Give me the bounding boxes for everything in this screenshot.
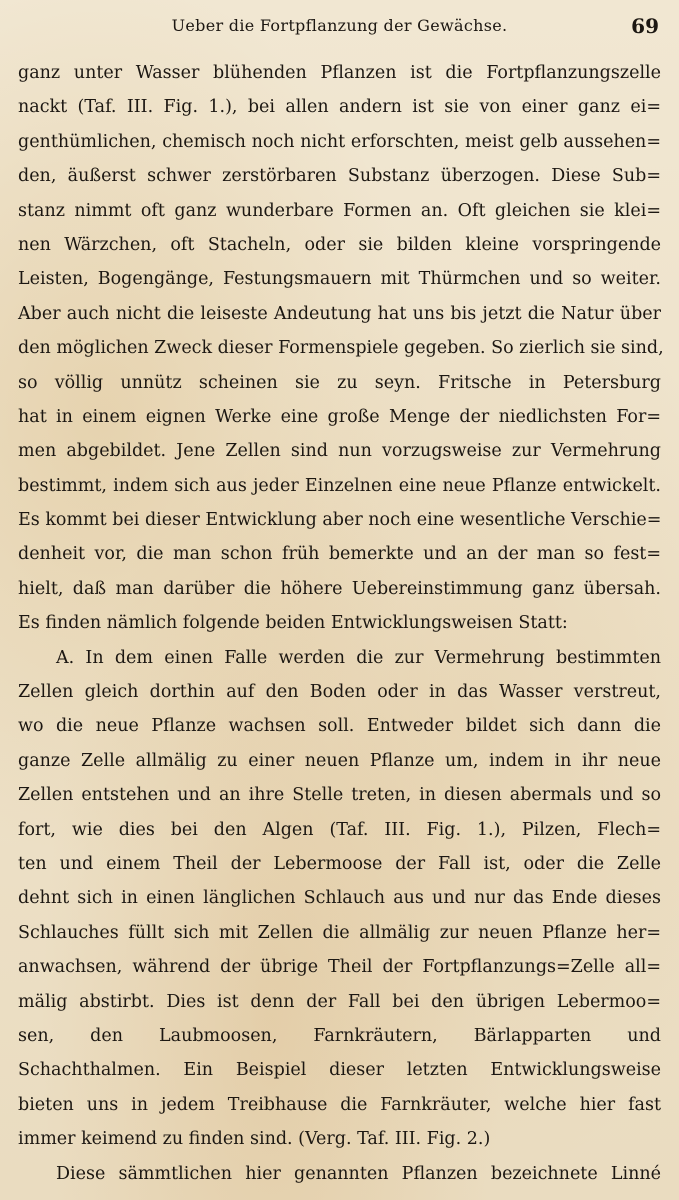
body-text [18, 56, 664, 1191]
text-line: genthümlichen, chemisch noch nicht erforschten, meist gelb aussehen= [18, 131, 661, 152]
text-line: stanz nimmt oft ganz wunderbare Formen an. Oft gleichen sie klei= [18, 200, 661, 221]
text-line: ten und einem Theil der Lebermoose der Fall ist, oder die Zelle [18, 853, 661, 874]
text-line: fort, wie dies bei den Algen (Taf. III. Fig. 1.), Pilzen, Flech= [18, 819, 661, 840]
text-line: nen Wärzchen, oft Stacheln, oder sie bilden kleine vorspringende [18, 234, 661, 255]
text-line: Leisten, Bogengänge, Festungsmauern mit Thürmchen und so weiter. [18, 269, 661, 290]
text-line: anwachsen, während der übrige Theil der Fortpflanzungs=Zelle all= [18, 957, 661, 978]
text-line: nackt (Taf. III. Fig. 1.), bei allen andern ist sie von einer ganz ei= [18, 97, 661, 118]
text-line: so völlig unnütz scheinen sie zu seyn. Fritsche in Petersburg [18, 372, 661, 393]
text-line: Zellen gleich dorthin auf den Boden oder in das Wasser verstreut, [18, 682, 661, 703]
text-line: immer keimend zu finden sind. (Verg. Taf. III. Fig. 2.) [18, 1129, 491, 1150]
paragraph-start-line: A. In dem einen Falle werden die zur Vermehrung bestimmten [56, 647, 661, 668]
text-line: Zellen entstehen und an ihre Stelle treten, in diesen abermals und so [18, 785, 661, 806]
text-line: ganze Zelle allmälig zu einer neuen Pflanze um, indem in ihr neue [18, 750, 661, 771]
running-title: Ueber die Fortpflanzung der Gewächse. [171, 16, 508, 35]
text-line: bestimmt, indem sich aus jeder Einzelnen eine neue Pflanze entwickelt. [18, 475, 661, 496]
text-line: hat in einem eignen Werke eine große Menge der niedlichsten For= [18, 406, 661, 427]
page-number: 69 [631, 14, 659, 38]
text-line: den möglichen Zweck dieser Formenspiele gegeben. So zierlich sie sind, [18, 338, 664, 359]
text-line: den, äußerst schwer zerstörbaren Substanz überzogen. Diese Sub= [18, 166, 661, 187]
text-line: Schlauches füllt sich mit Zellen die allmälig zur neuen Pflanze her= [18, 922, 661, 943]
text-line: mälig abstirbt. Dies ist denn der Fall bei den übrigen Lebermoo= [18, 991, 661, 1012]
paragraph-start-line: Diese sämmtlichen hier genannten Pflanzen bezeichnete Linné [56, 1163, 661, 1184]
text-line: bieten uns in jedem Treibhause die Farnkräuter, welche hier fast [18, 1094, 661, 1115]
text-line: dehnt sich in einen länglichen Schlauch aus und nur das Ende dieses [18, 888, 661, 909]
text-line: Es kommt bei dieser Entwicklung aber noch eine wesentliche Verschie= [18, 510, 662, 531]
text-line: denheit vor, die man schon früh bemerkte und an der man so fest= [18, 544, 661, 565]
running-head [0, 14, 679, 40]
text-line: Schachthalmen. Ein Beispiel dieser letzten Entwicklungsweise [18, 1060, 661, 1081]
text-line: Es finden nämlich folgende beiden Entwicklungsweisen Statt: [18, 613, 568, 634]
text-line: sen, den Laubmoosen, Farnkräutern, Bärlapparten und [18, 1025, 661, 1046]
text-line: Aber auch nicht die leiseste Andeutung hat uns bis jetzt die Natur über [18, 303, 661, 324]
text-line: men abgebildet. Jene Zellen sind nun vorzugsweise zur Vermehrung [18, 441, 661, 462]
text-line: ganz unter Wasser blühenden Pflanzen ist die Fortpflanzungszelle [18, 63, 661, 83]
text-line: hielt, daß man darüber die höhere Uebereinstimmung ganz übersah. [18, 578, 661, 599]
text-line: wo die neue Pflanze wachsen soll. Entweder bildet sich dann die [18, 716, 661, 737]
